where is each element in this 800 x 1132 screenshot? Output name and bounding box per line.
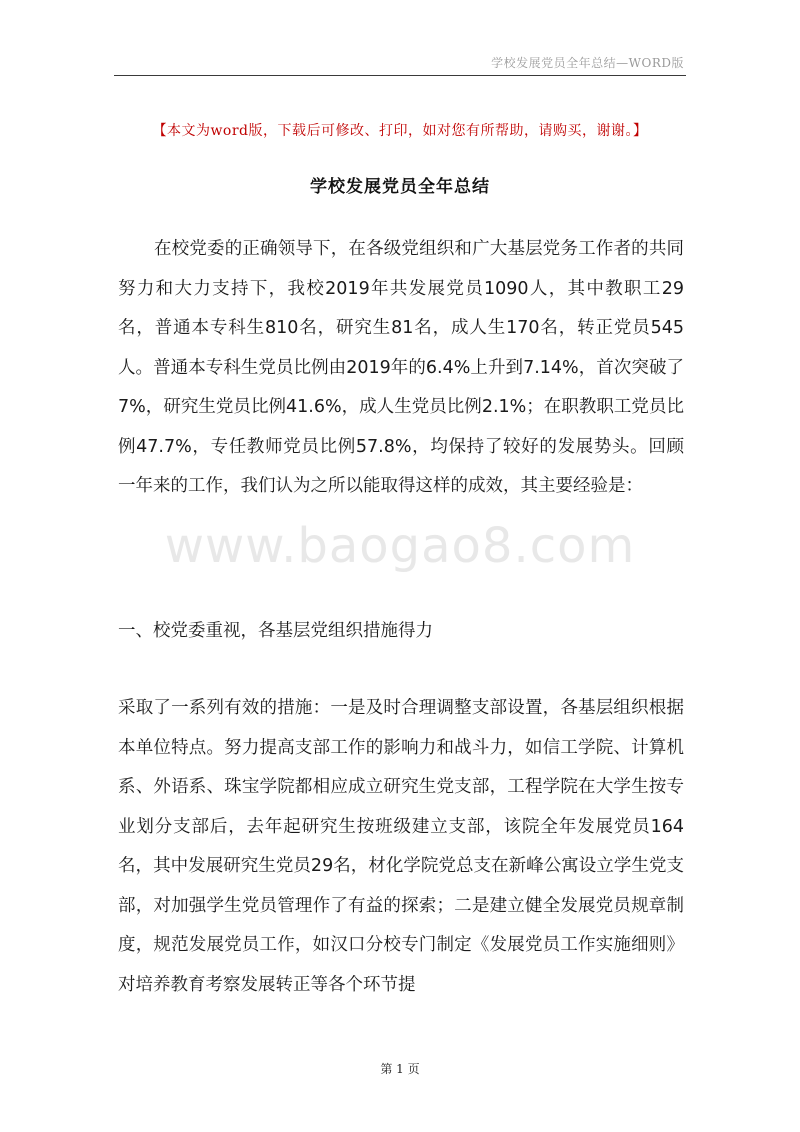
page-number: 第 1 页 [380, 1062, 420, 1076]
watermark: www.baogao8.com [164, 518, 636, 574]
document-title: 学校发展党员全年总结 [310, 177, 490, 197]
section-heading-1: 一、校党委重视，各基层党组织措施得力 [118, 621, 433, 641]
body-paragraph-2: 采取了一系列有效的措施：一是及时合理调整支部设置，各基层组织根据本单位特点。努力提高支部工作的影响力和战斗力，如信工学院、计算机系、外语系、珠宝学院都相应成立研究生党支部，工程学院在大学生按专业划分支部后，去年起研究生按班级建立支部，该院全年发展党员164名，其中发展研究生党员29名，材化学院党总支在新峰公寓设立学生党支部，对加强学生党员管理作了有益的探索；二是建立健全发展党员规章制度，规范发展党员工作，如汉口分校专门制定《发展党员工作实施细则》对培养教育考察发展转正等各个环节提 [118, 698, 684, 995]
purchase-notice: 【本文为word版，下载后可修改、打印，如对您有所帮助，请购买，谢谢。】 [152, 123, 648, 139]
body-paragraph-1: 在校党委的正确领导下，在各级党组织和广大基层党务工作者的共同努力和大力支持下，我校2019年共发展党员1090人，其中教职工29名，普通本专科生810名，研究生81名，成人生170名，转正党员545人。普通本专科生党员比例由2019年的6.4%上升到7.14%，首次突破了7%，研究生党员比例41.6%，成人生党员比例2.1%；在职教职工党员比例47.7%，专任教师党员比例57.8%，均保持了较好的发展势头。回顾一年来的工作，我们认为之所以能取得这样的成效，其主要经验是： [118, 239, 684, 496]
running-header: 学校发展党员全年总结—WORD版 [491, 56, 684, 70]
header-rule [114, 75, 686, 76]
